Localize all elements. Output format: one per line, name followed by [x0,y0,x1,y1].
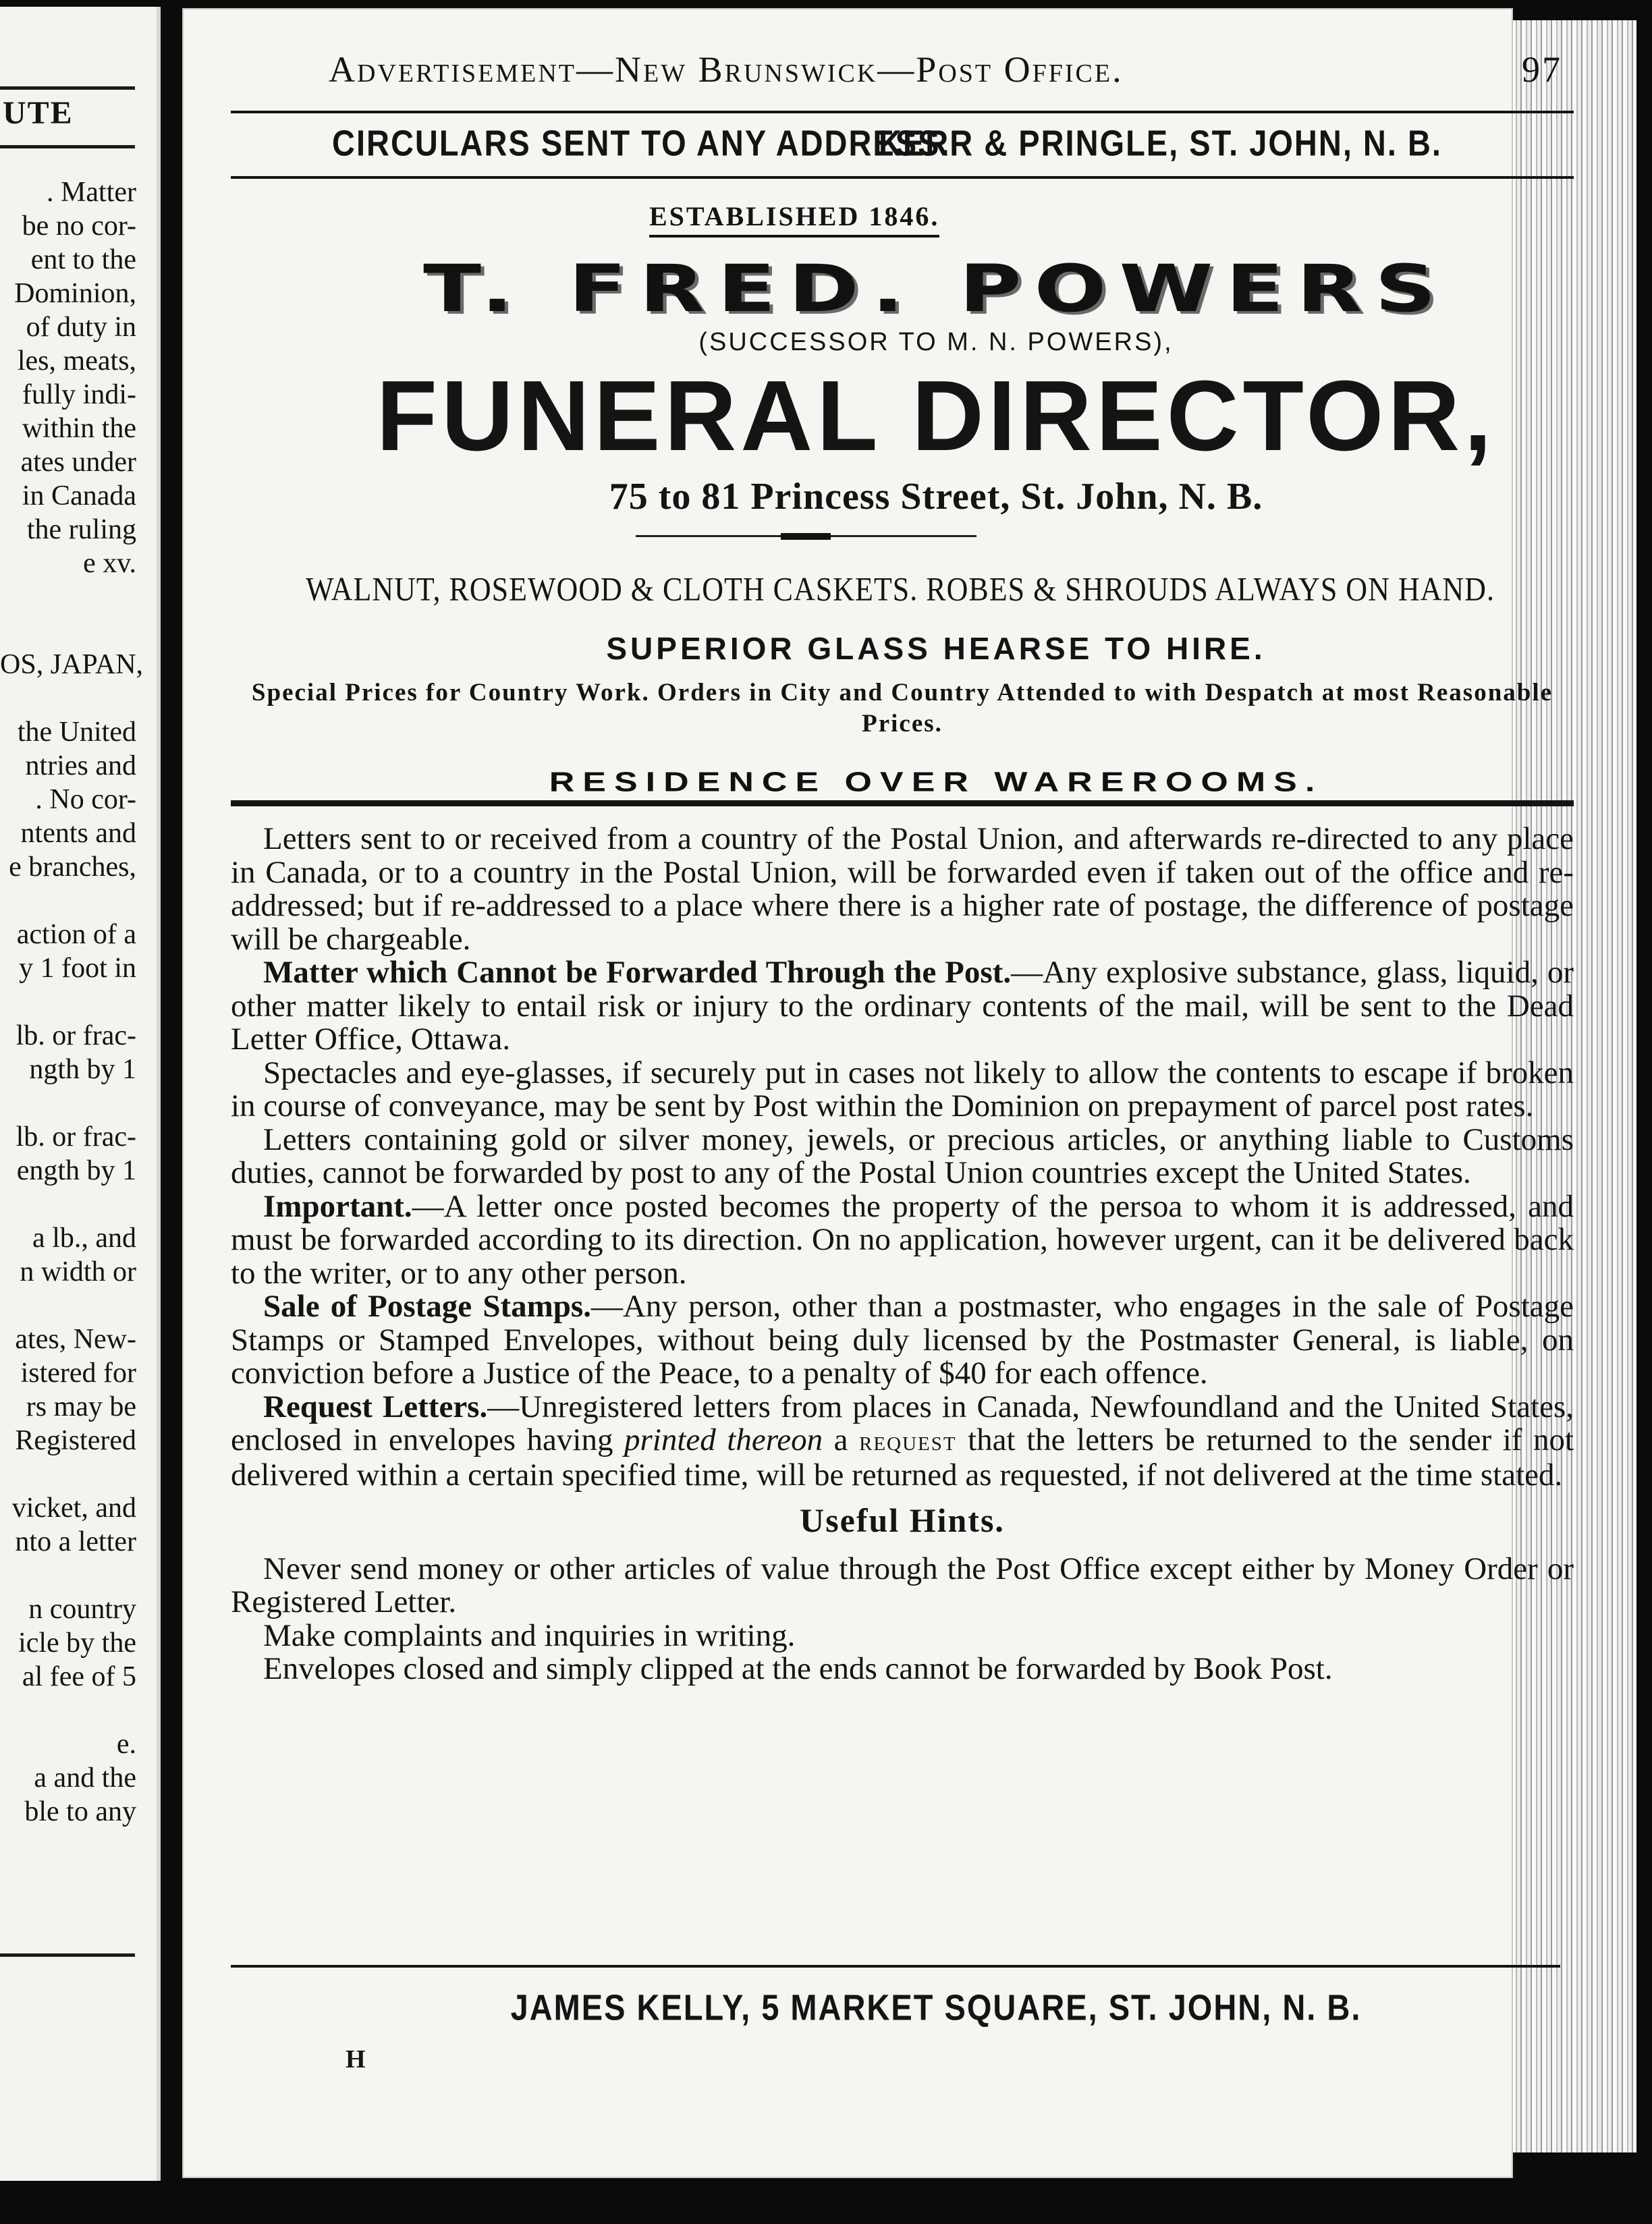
hint-money: Never send money or other articles of value through the Post Office except either by Money Order or Registered Letter. [231,1551,1574,1619]
left-page-heading-rule [0,145,135,148]
request-text-1: —Unregistered letters from places in Canada, Newfoundland and the United States, enclosed in envelopes having [231,1389,1574,1457]
left-page-line: the United [17,717,136,748]
left-page-line: ngth by 1 [29,1054,136,1085]
circulars-notice: CIRCULARS SENT TO ANY ADDRESS. [332,122,951,163]
left-page-line [0,1188,148,1221]
previous-page-fragment [0,7,161,2181]
profession-title: FUNERAL DIRECTOR, [376,360,1496,472]
left-page-line: ates under [20,447,136,478]
left-page-line: the ruling [26,514,136,545]
left-page-line: al fee of 5 [22,1661,136,1692]
successor-line: (SUCCESSOR TO M. N. POWERS), [698,328,1174,356]
main-page [184,9,1574,2177]
running-head [329,49,1562,90]
left-page-line: icle by the [18,1628,136,1659]
established-line: ESTABLISHED 1846. [649,200,939,238]
left-page-line: OS, JAPAN, [0,649,144,680]
paragraph-stamps [231,1290,1574,1391]
paragraph-spectacles: Spectacles and eye-glasses, if securely put in cases not likely to allow the contents to escape if broken in course of conveyance, may be sent by Post within the Dominion on prepayment of parcel post rates. [231,1055,1574,1123]
left-page-line: . No cor- [35,784,136,815]
left-page-line [0,1289,148,1323]
paragraph-important [231,1190,1574,1291]
hint-envelopes: Envelopes closed and simply clipped at the ends cannot be forwarded by Book Post. [263,1651,1333,1686]
left-page-line: fully indi- [22,379,136,410]
left-page-line [0,580,148,614]
left-page-line: ntries and [25,750,136,781]
left-page-line: les, meats, [17,345,136,377]
left-page-line: istered for [20,1358,136,1389]
residence-line: RESIDENCE OVER WAREROOMS. [549,767,1323,798]
important-text: —A letter once posted becomes the property of the persoa to whom it is addressed, and must be forwarded according to its direction. On no application, however urgent, can it be delivered back to the writer, or to any other person. [231,1188,1574,1291]
left-page-line: rs may be [26,1391,136,1422]
left-page-line [0,682,148,715]
page-number: 97 [1522,49,1562,90]
top-bar-upper-rule [231,111,1574,113]
left-page-line: y 1 foot in [19,953,136,984]
paragraph-intro: Letters sent to or received from a country of the Postal Union, and afterwards re-directed to any place in Canada, or to a country in the Postal Union, will be forwarded even if taken out of the office and re-addressed; but if re-addressed to a place where there is a higher rate of postage, the difference of postage will be chargeable. [231,821,1574,957]
stamps-heading: Sale of Postage Stamps. [263,1289,591,1324]
printer-imprint: JAMES KELLY, 5 MARKET SQUARE, ST. JOHN, N. B. [510,1986,1362,2028]
left-page-line: within the [22,413,136,444]
left-page-line [0,1086,148,1120]
business-address: 75 to 81 Princess Street, St. John, N. B. [609,476,1263,518]
left-page-line: of duty in [26,312,136,343]
left-page-line [0,985,148,1019]
left-page-top-rule [0,86,135,90]
left-page-line: e branches, [9,852,136,883]
left-page-line: Dominion, [14,278,136,309]
stamps-text: —Any person, other than a postmaster, who engages in the sale of Postage Stamps or Stamped Envelopes, without being duly licensed by the Postmaster General, is liable, on conviction before a Justice of the Peace, to a penalty of $40 for each offence. [231,1289,1574,1391]
left-page-line [0,1694,148,1727]
left-page-line [0,1457,148,1491]
paragraph-forwarding [231,956,1574,1057]
request-smallcaps: request [859,1426,957,1457]
left-page-line: ble to any [24,1796,136,1827]
left-page-line: ates, New- [15,1324,136,1355]
left-page-line [0,884,148,918]
left-page-line: nto a letter [15,1526,136,1557]
left-page-bottom-rule [0,1953,135,1957]
left-page-line: a lb., and [32,1223,136,1254]
left-page-heading: UTE [3,95,74,131]
ornamental-rule [636,533,976,540]
footer-rule [231,1965,1560,1968]
left-page-line: ent to the [30,244,136,275]
hint-complaints: Make complaints and inquiries in writing. [263,1617,796,1653]
paragraph-valuables: Letters containing gold or silver money, jewels, or precious articles, or anything liable to Customs duties, cannot be forwarded by post to any of the Postal Union countries except the United States. [231,1121,1574,1190]
left-page-line: n width or [20,1256,136,1287]
left-page-line: vicket, and [11,1493,136,1524]
firm-name: T. FRED. POWERS [423,251,1449,327]
running-title: Advertisement—New Brunswick—Post Office. [329,49,1124,90]
advertisement-bottom-rule [231,800,1574,806]
useful-hints-heading: Useful Hints. [800,1501,1005,1539]
request-text-2: a [823,1422,860,1457]
left-page-line: n country [28,1594,136,1625]
printer-credit-top: KERR & PRINGLE, ST. JOHN, N. B. [879,122,1442,163]
request-text-3: that the letters be returned to the sender if not delivered within a certain specified time, will be returned as requested, if not delivered at the time stated. [231,1422,1574,1493]
left-page-line: . Matter [47,177,136,208]
left-page-line: action of a [16,919,136,950]
left-page-line: Registered [15,1425,136,1456]
left-page-line: in Canada [22,480,136,511]
top-bar-lower-rule [231,176,1574,179]
left-page-line: ntents and [20,818,136,849]
left-page-line [0,1559,148,1592]
request-italic: printed thereon [624,1422,823,1457]
hearse-line: SUPERIOR GLASS HEARSE TO HIRE. [606,631,1266,666]
request-heading: Request Letters. [263,1389,488,1424]
left-page-line: lb. or frac- [16,1121,136,1152]
forwarding-heading: Matter which Cannot be Forwarded Through the Post. [263,955,1012,990]
caskets-line: WALNUT, ROSEWOOD & CLOTH CASKETS. ROBES & SHROUDS ALWAYS ON HAND. [306,571,1495,608]
left-page-line: ength by 1 [16,1155,136,1186]
left-page-text [0,175,148,1829]
left-page-line [0,614,148,648]
left-page-line: e xv. [83,548,136,579]
forwarding-text: —Any explosive substance, glass, liquid, or other matter likely to entail risk or injury to the ordinary contents of the mail, will be sent to the Dead Letter Office, Ottawa. [231,955,1574,1057]
postal-regulations-text [231,823,1574,1686]
signature-mark: H [346,2045,366,2074]
left-page-line: lb. or frac- [16,1020,136,1051]
important-heading: Important. [263,1188,412,1224]
left-page-line: a and the [34,1762,136,1794]
paragraph-request [231,1391,1574,1493]
special-prices-line: Special Prices for Country Work. Orders in City and Country Attended to with Despatch at most Reasonable Prices. [251,679,1553,738]
left-page-line: e. [116,1729,136,1760]
left-page-line: be no cor- [22,211,136,242]
